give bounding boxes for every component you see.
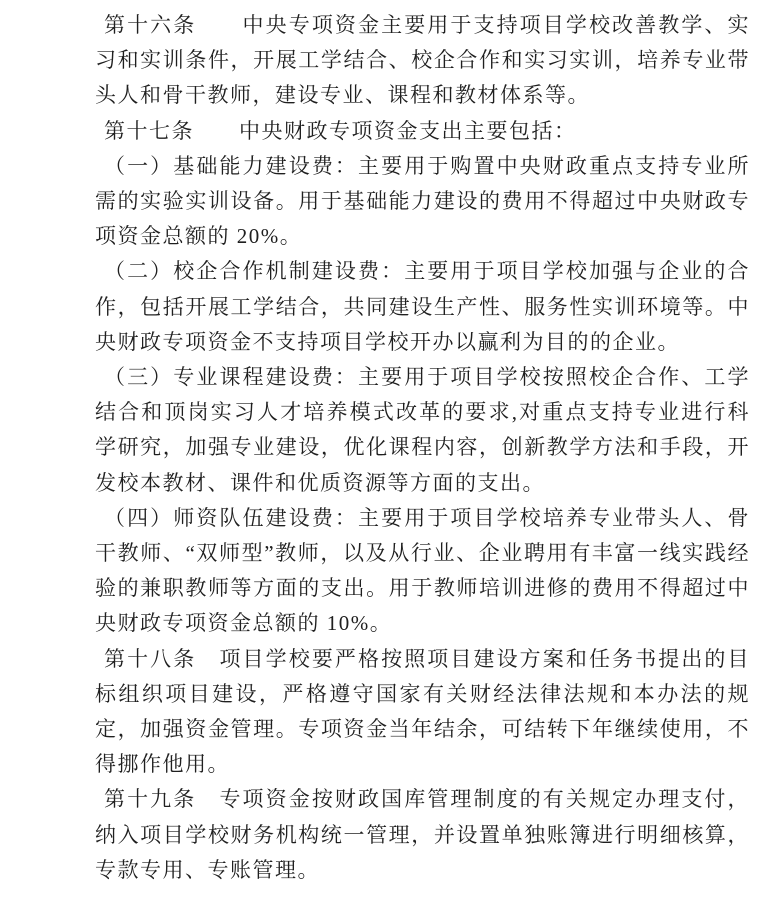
paragraph-article-17-clause-2: （二）校企合作机制建设费：主要用于项目学校加强与企业的合作，包括开展工学结合，共同建设生产性、服务性实训环境等。中央财政专项资金不支持项目学校开办以赢利为目的的企业。 [95,259,750,354]
paragraph-article-17: 第十七条 中央财政专项资金支出主要包括： [104,118,577,143]
paragraph-article-16: 第十六条 中央专项资金主要用于支持项目学校改善教学、实习和实训条件，开展工学结合、校企合作和实习实训，培养专业带头人和骨干教师，建设专业、课程和教材体系等。 [95,13,750,108]
paragraph-article-17-clause-4: （四）师资队伍建设费：主要用于项目学校培养专业带头人、骨干教师、“双师型”教师，以及从行业、企业聘用有丰富一线实践经验的兼职教师等方面的支出。用于教师培训进修的费用不得超过中央财政专项资金总额的 10%。 [95,505,750,636]
paragraph-article-17-clause-1: （一）基础能力建设费：主要用于购置中央财政重点支持专业所需的实验实训设备。用于基础能力建设的费用不得超过中央财政专项资金总额的 20%。 [95,153,750,249]
document-text-block [95,8,750,888]
paragraph-article-17-clause-3: （三）专业课程建设费：主要用于项目学校按照校企合作、工学结合和顶岗实习人才培养模式改革的要求,对重点支持专业进行科学研究，加强专业建设，优化课程内容，创新教学方法和手段，开发校本教材、课件和优质资源等方面的支出。 [95,365,750,495]
paragraph-article-19: 第十九条 专项资金按财政国库管理制度的有关规定办理支付，纳入项目学校财务机构统一管理，并设置单独账簿进行明细核算，专款专用、专账管理。 [95,787,750,882]
paragraph-article-18: 第十八条 项目学校要严格按照项目建设方案和任务书提出的目标组织项目建设，严格遵守国家有关财经法律法规和本办法的规定，加强资金管理。专项资金当年结余，可结转下年继续使用，不得挪作他用。 [95,646,750,777]
